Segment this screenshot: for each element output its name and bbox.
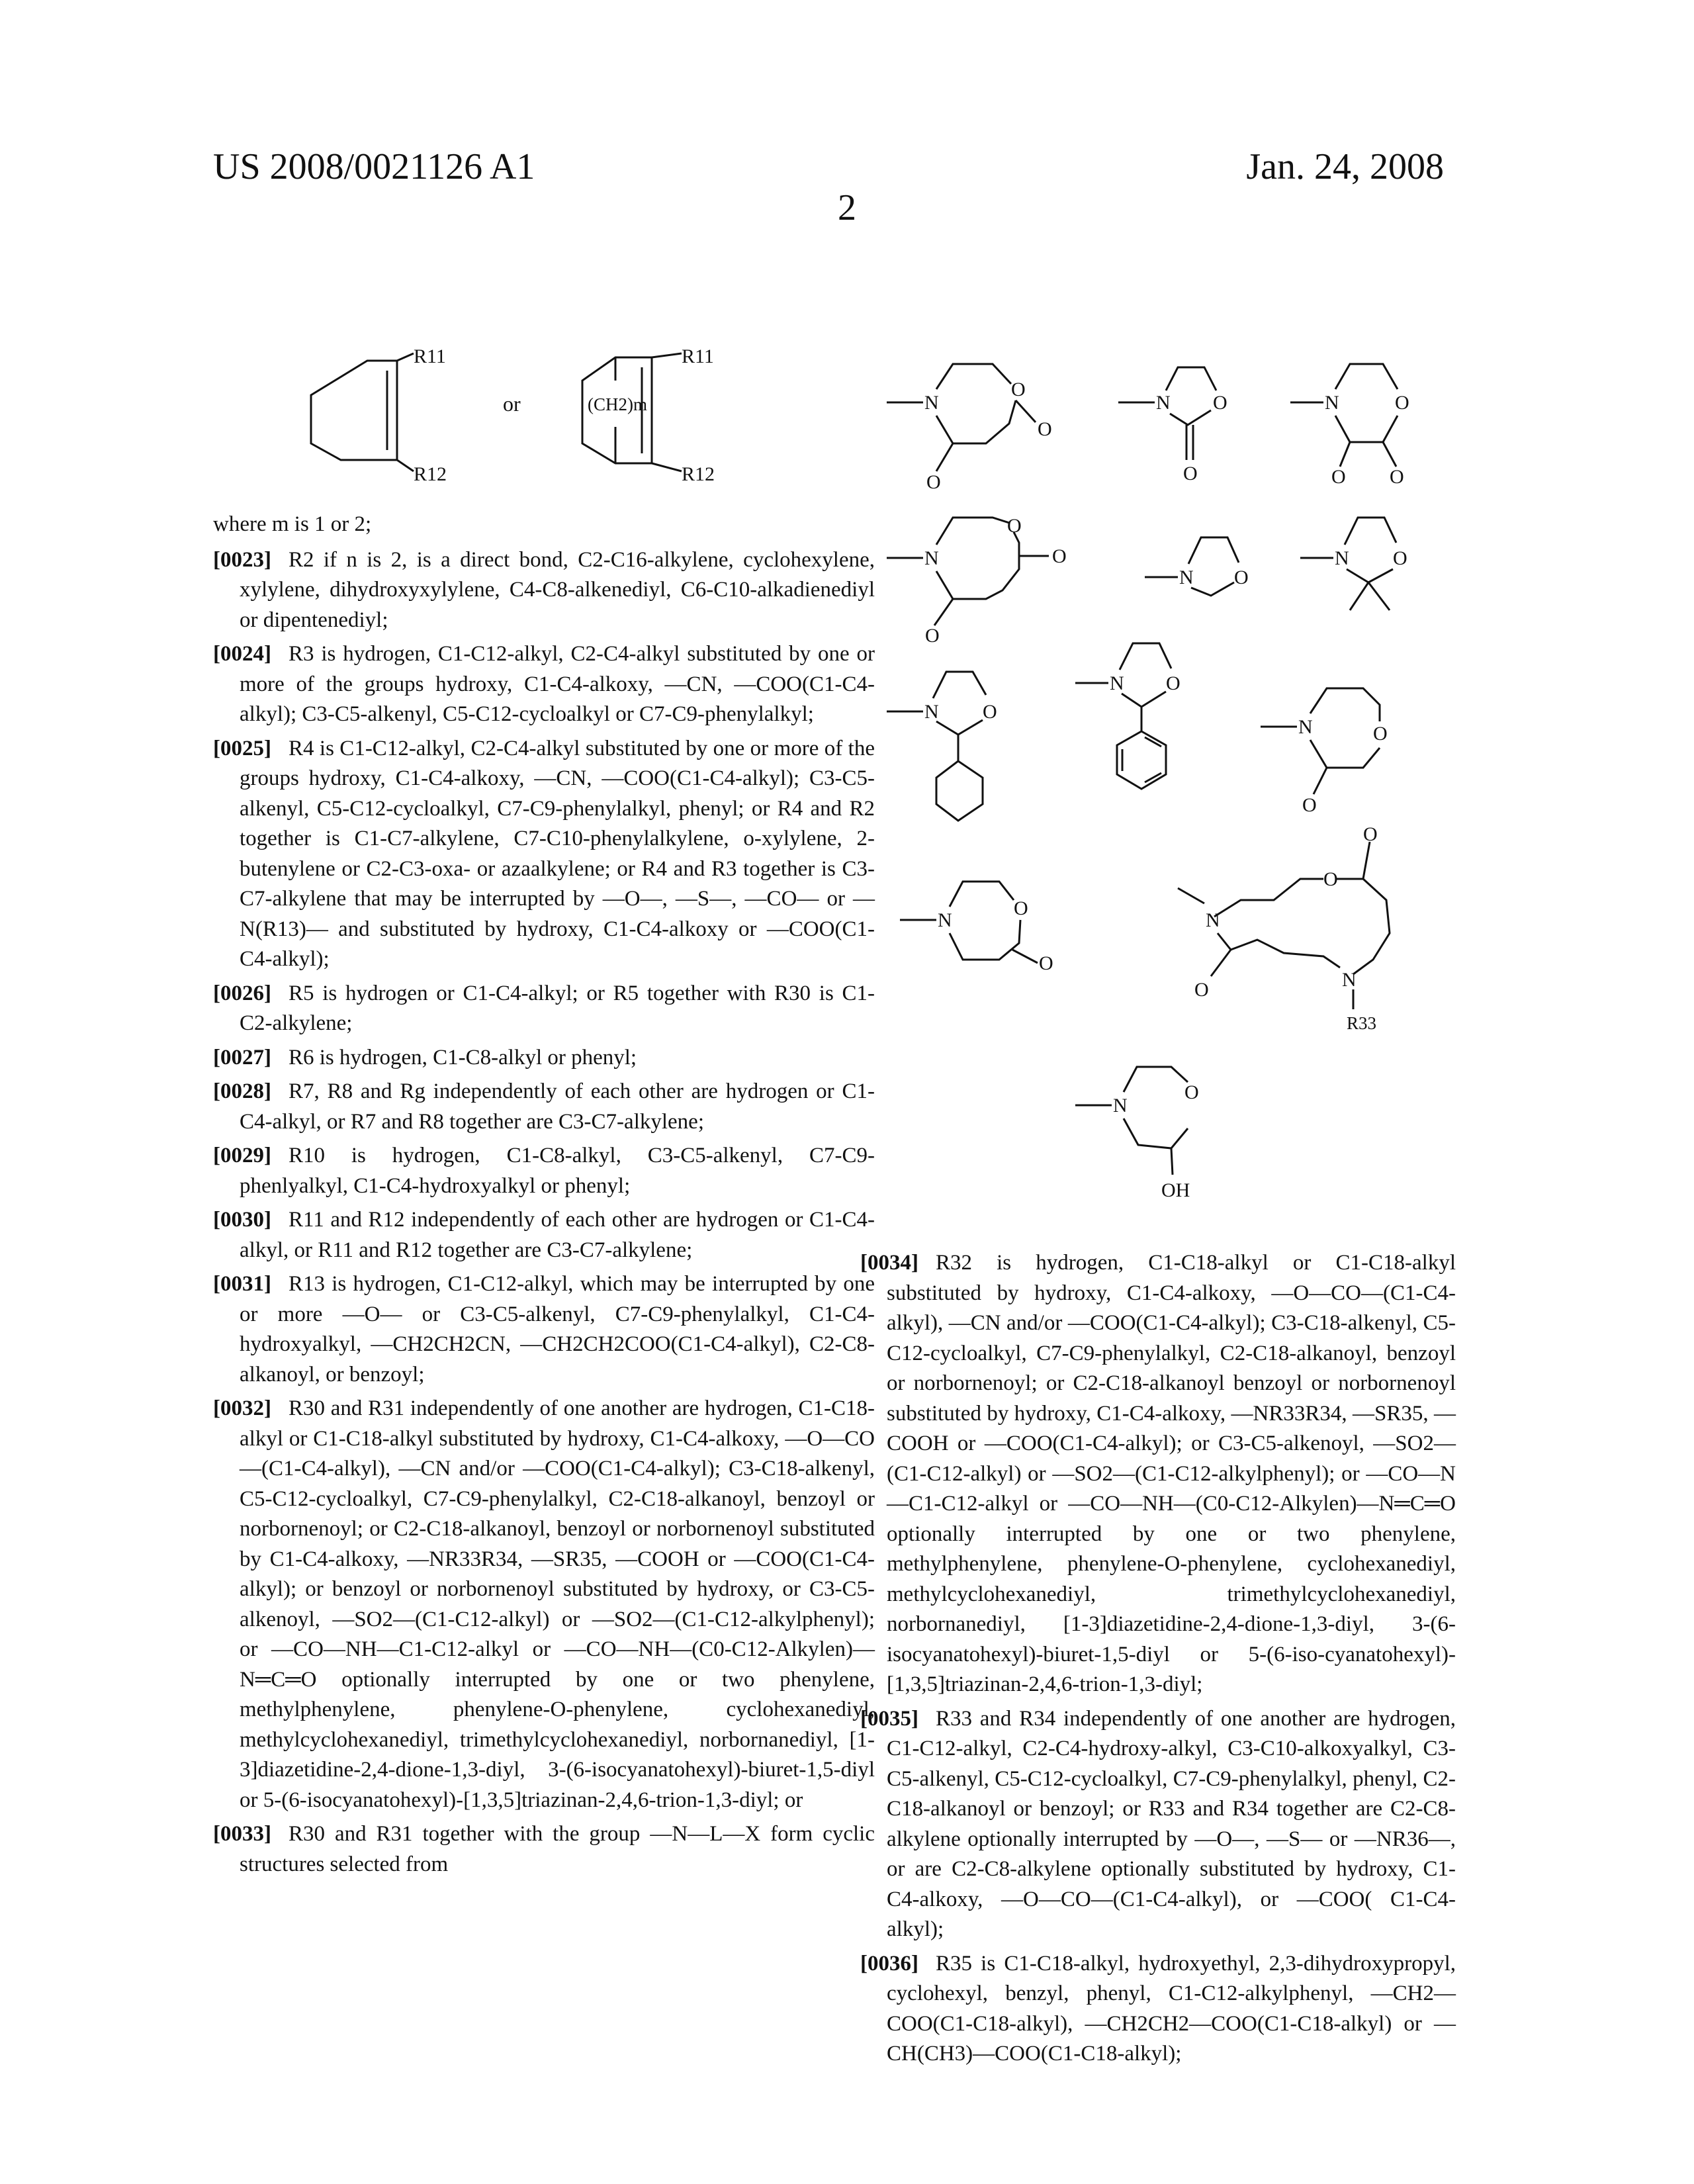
paragraph-0029 (213, 1141, 875, 1201)
atom-o: O (1395, 392, 1409, 414)
paragraph-number: [0029] (213, 1144, 271, 1167)
structure-spiro-oxazolidine (887, 672, 997, 821)
paragraph-0031 (213, 1269, 875, 1390)
atom-n: N (1335, 547, 1349, 569)
paragraph-number: [0023] (213, 548, 271, 572)
atom-n: N (1113, 1095, 1128, 1116)
paragraph-0025 (213, 734, 875, 975)
paragraph-number: [0030] (213, 1208, 271, 1232)
paragraph-text: R4 is C1-C12-alkyl, C2-C4-alkyl substituted by one or more of the groups hydroxy, C1-C4-alkoxy, —CN, —COO(C1-C4-alkyl); C3-C5-alkenyl, C5-C12-cycloalkyl, C7-C9-phenylalkyl, phenyl; or R4 and R2 together is C1-C7-alkylene, C7-C10-phenylalkylene, o-xylylene, 2-butenylene or C2-C3-oxa- or azaalkylene; or R4 and R3 together is C3-C7-alkylene that may be interrupted by —O—, —S—, —CO— or —N(R13)— and substituted by hydroxy, C1-C4-alkoxy or —COO(C1-C4-alkyl); (240, 737, 875, 972)
atom-o: O (1331, 466, 1346, 488)
page-number: 2 (0, 187, 1694, 229)
paragraph-text: R7, R8 and Rg independently of each other are hydrogen or C1-C4-alkyl, or R7 and R8 together are C3-C7-alkylene; (240, 1079, 875, 1134)
paragraph-text: R11 and R12 independently of each other are hydrogen or C1-C4-alkyl, or R11 and R12 together are C3-C7-alkylene; (240, 1208, 875, 1262)
bicyclic-structure (569, 344, 768, 477)
paragraph-text: R6 is hydrogen, C1-C8-alkyl or phenyl; (289, 1046, 637, 1069)
atom-n: N (1325, 392, 1339, 414)
atom-n: N (924, 392, 939, 414)
atom-o: O (925, 625, 940, 647)
structure-oxazolidinone (1118, 367, 1227, 484)
atom-o: O (1014, 897, 1028, 919)
atom-n: N (1206, 909, 1220, 931)
paragraph-0035 (860, 1704, 1456, 1945)
paragraph-number: [0027] (213, 1046, 271, 1069)
atom-o: O (1166, 672, 1181, 694)
r11-label: R11 (414, 345, 446, 367)
atom-oh: OH (1161, 1179, 1190, 1201)
r11-label-2: R11 (682, 345, 714, 367)
paragraph-number: [0025] (213, 737, 271, 760)
publication-date: Jan. 24, 2008 (1246, 146, 1444, 188)
cyclic-structures-figure (860, 344, 1482, 1224)
paragraph-0027 (213, 1043, 875, 1073)
ch2m-label: (CH2)m (588, 394, 647, 414)
structure-hydroxy-oxazepane (1075, 1067, 1199, 1201)
structure-phenyl-oxazolidine (1075, 643, 1181, 789)
paragraph-number: [0024] (213, 642, 271, 666)
atom-o: O (1323, 868, 1338, 890)
paragraph-text: R2 if n is 2, is a direct bond, C2-C16-alkylene, cyclohexylene, xylylene, dihydroxyxylylene, C4-C8-alkenediyl, C6-C10-alkadienediyl or dipentenediyl; (240, 548, 875, 632)
atom-o: O (1039, 952, 1053, 974)
paragraph-0034 (860, 1248, 1456, 1700)
atom-o: O (1184, 1081, 1199, 1103)
r12-label-2: R12 (682, 463, 715, 485)
publication-number: US 2008/0021126 A1 (213, 146, 535, 188)
paragraph-0036 (860, 1949, 1456, 2070)
structure-oxazepane-dione (887, 364, 1052, 493)
atom-o: O (983, 701, 997, 723)
atom-n: N (924, 701, 939, 723)
paragraph-number: [0035] (860, 1707, 918, 1731)
paragraph-number: [0034] (860, 1251, 918, 1275)
atom-o: O (1363, 823, 1378, 845)
paragraph-0023 (213, 545, 875, 636)
paragraph-text: R3 is hydrogen, C1-C12-alkyl, C2-C4-alkyl substituted by one or more of the groups hydroxy, C1-C4-alkoxy, —CN, —COO(C1-C4-alkyl); C3-C5-alkenyl, C5-C12-cycloalkyl or C7-C9-phenylalkyl; (240, 642, 875, 726)
atom-n: N (1342, 969, 1357, 991)
r12-label: R12 (414, 463, 447, 485)
atom-o: O (1302, 794, 1317, 816)
atom-o: O (1213, 392, 1227, 414)
atom-o: O (1234, 567, 1249, 588)
cyclohexene-structure (291, 344, 490, 477)
paragraph-0032 (213, 1394, 875, 1815)
paragraph-0026 (213, 979, 875, 1039)
paragraph-0033 (213, 1819, 875, 1880)
paragraph-number: [0031] (213, 1272, 271, 1296)
structure-oxazepanone (1261, 688, 1388, 816)
atom-o: O (1183, 463, 1198, 484)
atom-o: O (1052, 545, 1067, 567)
atom-o: O (1194, 979, 1209, 1001)
atom-n: N (1298, 716, 1313, 738)
structure-oxazolidine (1145, 537, 1249, 596)
paragraph-text: R30 and R31 independently of one another are hydrogen, C1-C18-alkyl or C1-C18-alkyl substituted by hydroxy, C1-C4-alkoxy, —O—CO—(C1-C4-alkyl), —CN and/or —COO(C1-C4-alkyl); C3-C18-alkenyl, C5-C12-cycloalkyl, C7-C9-phenylalkyl, C2-C18-alkanoyl, benzoyl or norbornenoyl; or C2-C18-alkanoyl, benzoyl or norbornenoyl substituted by C1-C4-alkoxy, —NR33R34, —SR35, —COOH or —COO(C1-C4-alkyl); or benzoyl or norbornenoyl substituted by hydroxy, or C3-C5-alkenoyl, —SO2—(C1-C12-alkyl) or —SO2—(C1-C12-alkylphenyl); or —CO—NH—C1-C12-alkyl or —CO—NH—(C0-C12-Alkylen)—N═C═O optionally interrupted by one or two phenylene, methylphenylene, phenylene-O-phenylene, cyclohexanediyl, methylcyclohexanediyl, trimethylcyclohexanediyl, norbornanediyl, [1-3]diazetidine-2,4-dione-1,3-diyl, 3-(6-isocyanatohexyl)-biuret-1,5-diyl or 5-(6-isocyanatohexyl)-[1,3,5]triazinan-2,4,6-trion-1,3-diyl; or (240, 1396, 875, 1812)
paragraph-number: [0028] (213, 1079, 271, 1103)
paragraph-text: R33 and R34 independently of one another are hydrogen, C1-C12-alkyl, C2-C4-hydroxy-alkyl, C3-C10-alkoxyalkyl, C3-C5-alkenyl, C5-C12-cycloalkyl, C7-C9-phenylalkyl, phenyl, C2-C18-alkanoyl or benzoyl; or R33 and R34 together are C2-C8-alkylene optionally interrupted by —O—, —S— or —NR36—, or are C2-C8-alkylene optionally substituted by hydroxy, C1-C4-alkoxy, —O—CO—(C1-C4-alkyl), or —COO( C1-C4-alkyl); (887, 1707, 1456, 1942)
r33-label: R33 (1347, 1013, 1376, 1033)
atom-o: O (926, 471, 941, 493)
structure-oxazepanone-2 (900, 882, 1053, 974)
paragraph-text: R30 and R31 together with the group —N—L—X form cyclic structures selected from (240, 1822, 875, 1876)
atom-n: N (924, 547, 939, 569)
paragraph-number: [0033] (213, 1822, 271, 1846)
atom-n: N (1110, 672, 1124, 694)
left-column (213, 510, 875, 1884)
right-column (860, 1248, 1456, 2073)
atom-o: O (1390, 466, 1404, 488)
atom-o: O (1007, 515, 1022, 537)
structure-dimethyl-oxazolidine (1300, 518, 1407, 610)
paragraph-text: R10 is hydrogen, C1-C8-alkyl, C3-C5-alkenyl, C7-C9-phenlyalkyl, C1-C4-hydroxyalkyl or phenyl; (240, 1144, 875, 1198)
structure-morpholinedione (1290, 364, 1409, 488)
atom-o: O (1038, 418, 1052, 440)
atom-n: N (938, 909, 952, 931)
atom-o: O (1393, 547, 1407, 569)
paragraph-0028 (213, 1077, 875, 1137)
paragraph-text: R32 is hydrogen, C1-C18-alkyl or C1-C18-alkyl substituted by hydroxy, C1-C4-alkoxy, —O—CO—(C1-C4-alkyl), —CN and/or —COO(C1-C4-alkyl); C3-C18-alkenyl, C5-C12-cycloalkyl, C7-C9-phenylalkyl, C2-C18-alkanoyl, benzoyl or norbornenoyl; or C2-C18-alkanoyl benzoyl or norbornenoyl substituted by hydroxy, C1-C4-alkoxy, —NR33R34, —SR35, —COOH or —COO(C1-C4-alkyl); or C3-C5-alkenoyl, —SO2—(C1-C12-alkyl) or —SO2—(C1-C12-alkylphenyl); or —CO—N—C1-C12-alkyl or —CO—NH—(C0-C12-Alkylen)—N═C═O optionally interrupted by one or two phenylene, methylphenylene, phenylene-O-phenylene, cyclohexanediyl, methylcyclohexanediyl, trimethylcyclohexanediyl, norbornanediyl, [1-3]diazetidine-2,4-dione-1,3-diyl, 3-(6-isocyanatohexyl)-biuret-1,5-diyl or 5-(6-iso-cyanatohexyl)-[1,3,5]triazinan-2,4,6-trion-1,3-diyl; (887, 1251, 1456, 1696)
atom-n: N (1179, 567, 1194, 588)
paragraph-number: [0036] (860, 1952, 918, 1976)
atom-o: O (1373, 723, 1388, 745)
paragraph-text: R5 is hydrogen or C1-C4-alkyl; or R5 together with R30 is C1-C2-alkylene; (240, 981, 875, 1036)
atom-n: N (1156, 392, 1171, 414)
paragraph-0024 (213, 639, 875, 730)
paragraph-number: [0026] (213, 981, 271, 1005)
paragraph-text: R35 is C1-C18-alkyl, hydroxyethyl, 2,3-dihydroxypropyl, cyclohexyl, benzyl, phenyl, C1-C12-alkylphenyl, —CH2—COO(C1-C18-alkyl), —CH2CH2—COO(C1-C18-alkyl) or —CH(CH3)—COO(C1-C18-alkyl); (887, 1952, 1456, 2066)
atom-o: O (1011, 379, 1026, 400)
paragraph-text: R13 is hydrogen, C1-C12-alkyl, which may be interrupted by one or more —O— or C3-C5-alkenyl, C7-C9-phenylalkyl, C1-C4-hydroxyalkyl, —CH2CH2CN, —CH2CH2COO(C1-C4-alkyl), C2-C8-alkanoyl, or benzoyl; (240, 1272, 875, 1387)
structure-oxazocane-dione (887, 515, 1067, 647)
paragraph-number: [0032] (213, 1396, 271, 1420)
paragraph-0030 (213, 1205, 875, 1265)
or-label: or (503, 392, 521, 416)
structure-macrocycle (1178, 823, 1390, 1033)
where-clause: where m is 1 or 2; (213, 510, 875, 540)
